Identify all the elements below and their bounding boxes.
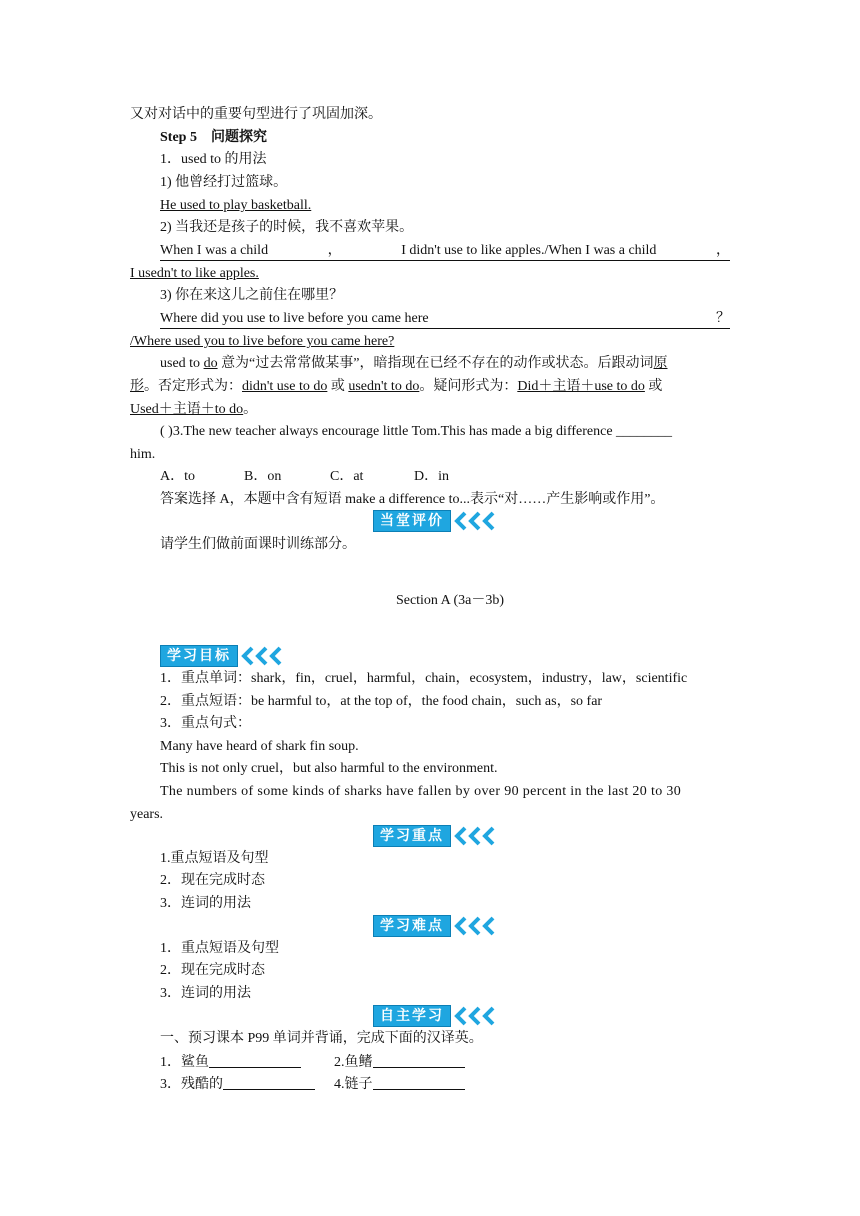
underlined-span: Used＋主语＋to do xyxy=(130,402,244,417)
difficulty-line: 1．重点短语及句型 xyxy=(160,941,279,956)
instruction-line: 一、预习课本 P99 单词并背诵，完成下面的汉译英。 xyxy=(160,1031,483,1046)
chevron-left-icon xyxy=(453,1006,501,1026)
goal-line: 1．重点单词：shark，fin，cruel，harmful，chain，ecosystem，industry，law，scientific xyxy=(160,671,688,686)
options-line xyxy=(160,466,730,488)
answer-line xyxy=(160,308,730,329)
option-b: B．on xyxy=(244,469,282,484)
chevron-left-icon xyxy=(240,646,288,666)
exercise-label: 1．鲨鱼 xyxy=(160,1055,209,1070)
key-point-line: 2．现在完成时态 xyxy=(160,873,265,888)
option-d: D．in xyxy=(414,469,449,484)
answer-line: He used to play basketball. xyxy=(160,198,312,213)
section-title: Section A (3a－3b) xyxy=(395,593,505,608)
chevron-left-icon xyxy=(453,511,501,531)
chevron-left-icon xyxy=(453,826,501,846)
explanation-line xyxy=(130,399,730,421)
difficulty-line: 2．现在完成时态 xyxy=(160,963,265,978)
step-label: Step 5 xyxy=(160,130,197,145)
text-span: 意为“过去常常做某事”，暗指现在已经不存在的动作或状态。后跟动词 xyxy=(217,356,654,371)
blank-field[interactable] xyxy=(373,1051,465,1068)
section-banner xyxy=(373,915,501,937)
exercise-line xyxy=(160,1073,730,1095)
exercise-label: 4.链子 xyxy=(334,1077,373,1092)
text-line: 1．used to 的用法 xyxy=(160,152,267,167)
answer-explanation: 答案选择 A，本题中含有短语 make a difference to...表示“对……产生影响或作用”。 xyxy=(160,492,665,507)
difficulty-line: 3．连词的用法 xyxy=(160,986,251,1001)
underlined-span: Did＋主语＋use to do xyxy=(517,379,645,394)
text-line: 又对对话中的重要句型进行了巩固加深。 xyxy=(130,107,382,122)
key-point-line: 1.重点短语及句型 xyxy=(160,851,269,866)
blank-field[interactable] xyxy=(209,1051,301,1068)
answer-part: I didn't use to like apples./When I was a child xyxy=(401,243,657,258)
answer-line xyxy=(160,240,730,261)
goal-line: 2．重点短语：be harmful to，at the top of，the food chain，such as，so far xyxy=(160,694,603,709)
text-span: 。 xyxy=(243,402,258,417)
text-span: 。否定形式为： xyxy=(144,379,242,394)
exercise-label: 3．残酷的 xyxy=(160,1077,223,1092)
banner-label: 当堂评价 xyxy=(373,510,451,532)
sentence-line: Many have heard of shark fin soup. xyxy=(160,739,359,754)
answer-part: Where did you use to live before you came here xyxy=(160,311,429,326)
text-line: 3) 你在来这儿之前住在哪里？ xyxy=(160,288,344,303)
answer-part: ， xyxy=(327,243,342,258)
text-span: used to xyxy=(160,356,204,371)
step-heading xyxy=(160,127,730,149)
text-line: 2) 当我还是孩子的时候，我不喜欢苹果。 xyxy=(160,220,414,235)
section-banner xyxy=(373,825,501,847)
text-span: 。疑问形式为： xyxy=(419,379,518,394)
answer-part: When I was a child xyxy=(160,243,269,258)
exercise-label: 2.鱼鳍 xyxy=(334,1055,373,1070)
underlined-span: 原 xyxy=(653,356,668,371)
text-span: 或 xyxy=(644,379,663,394)
underlined-span: 形 xyxy=(130,379,144,394)
goal-line: 3．重点句式： xyxy=(160,716,251,731)
underlined-span: do xyxy=(203,356,218,371)
section-banner xyxy=(373,1005,501,1027)
banner-label: 学习难点 xyxy=(373,915,451,937)
text-line: 1) 他曾经打过篮球。 xyxy=(160,175,288,190)
section-banner xyxy=(373,510,501,532)
underlined-span: didn't use to do xyxy=(242,379,328,394)
text-line: 请学生们做前面课时训练部分。 xyxy=(160,537,356,552)
option-c: C．at xyxy=(330,469,364,484)
explanation-line xyxy=(160,353,730,375)
banner-label: 学习目标 xyxy=(160,645,238,667)
question-line: ( )3.The new teacher always encourage little Tom.This has made a big difference ________ xyxy=(160,424,673,439)
underlined-span: usedn't to do xyxy=(348,379,420,394)
section-banner xyxy=(160,645,288,667)
exercise-line xyxy=(160,1051,730,1073)
text-span: 或 xyxy=(327,379,349,394)
blank-field[interactable] xyxy=(223,1073,315,1090)
key-point-line: 3．连词的用法 xyxy=(160,896,251,911)
sentence-line: The numbers of some kinds of sharks have fallen by over 90 percent in the last 20 to 30 xyxy=(160,784,682,799)
question-line: him. xyxy=(130,447,156,462)
banner-label: 自主学习 xyxy=(373,1005,451,1027)
answer-line: I usedn't to like apples. xyxy=(130,266,259,281)
sentence-line: This is not only cruel，but also harmful to the environment. xyxy=(160,761,498,776)
option-a: A．to xyxy=(160,469,195,484)
explanation-line xyxy=(130,376,730,398)
answer-line: /Where used you to live before you came here? xyxy=(130,334,395,349)
step-title: 问题探究 xyxy=(210,130,267,145)
answer-part: ， xyxy=(716,243,730,258)
banner-label: 学习重点 xyxy=(373,825,451,847)
sentence-line: years. xyxy=(130,807,164,822)
chevron-left-icon xyxy=(453,916,501,936)
blank-field[interactable] xyxy=(373,1073,465,1090)
answer-part: ？ xyxy=(716,311,730,326)
